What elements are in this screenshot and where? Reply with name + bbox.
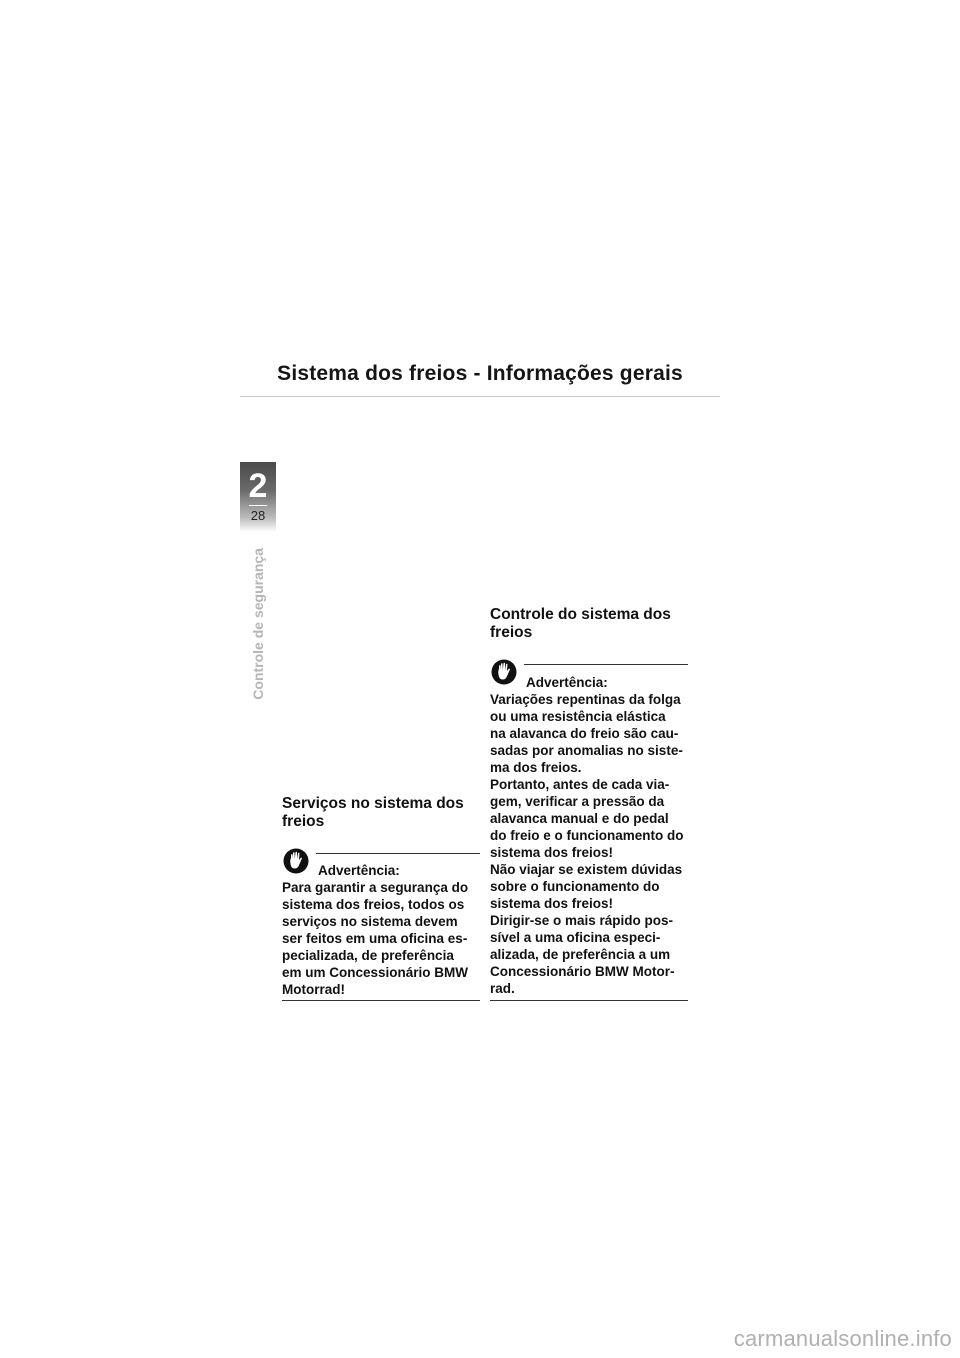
text-line: sistema dos freios, todos os (282, 897, 465, 912)
text-line: na alavanca do freio são cau- (490, 726, 679, 741)
heading-line: Serviços no sistema dos (282, 795, 464, 812)
text-line: Variações repentinas da folga (490, 692, 681, 707)
text-line: gem, verificar a pressão da (490, 794, 665, 809)
hand-stop-icon (283, 848, 309, 874)
warning-label: Advertência: (318, 863, 400, 878)
text-line: Concessionário BMW Motor- (490, 964, 675, 979)
page-title: Sistema dos freios - Informações gerais (277, 362, 683, 385)
text-line: sistema dos freios! (490, 896, 614, 911)
text-line: sobre o funcionamento do (490, 879, 660, 894)
page-number: 28 (250, 508, 266, 523)
warning-rule (524, 664, 688, 665)
section-heading-services (282, 795, 482, 831)
text-line: ma dos freios. (490, 760, 582, 775)
text-line: alizada, de preferência a um (490, 947, 671, 962)
text-line: Motorrad! (282, 982, 345, 997)
warning-text-control (490, 691, 690, 997)
text-line: pecializada, de preferência (282, 948, 454, 963)
footer-watermark[interactable]: carmanualsonline.info (733, 1326, 952, 1351)
text-line: em um Concessionário BMW (282, 965, 469, 980)
section-end-rule (282, 1000, 480, 1001)
text-line: Portanto, antes de cada via- (490, 777, 670, 792)
text-line: sistema dos freios! (490, 845, 614, 860)
warning-rule (316, 853, 480, 854)
heading-line: freios (490, 624, 533, 641)
chapter-number: 2 (248, 467, 268, 505)
warning-text-services (282, 879, 482, 998)
hand-stop-icon (491, 659, 517, 685)
section-end-rule (490, 1000, 688, 1001)
text-line: do freio e o funcionamento do (490, 828, 684, 843)
text-line: Para garantir a segurança do (282, 880, 469, 895)
text-line: sadas por anomalias no siste- (490, 743, 683, 758)
text-line: serviços no sistema devem (282, 914, 458, 929)
text-line: ou uma resistência elástica (490, 709, 666, 724)
text-line: Não viajar se existem dúvidas (490, 862, 683, 877)
text-line: ser feitos em uma oficina es- (282, 931, 468, 946)
side-chapter-label: Controle de segurança (250, 548, 266, 700)
heading-line: Controle do sistema dos (490, 606, 671, 623)
text-line: rad. (490, 981, 515, 996)
section-heading-control (490, 606, 690, 642)
text-line: sível a uma oficina especi- (490, 930, 661, 945)
text-line: alavanca manual e do pedal (490, 811, 669, 826)
text-line: Dirigir-se o mais rápido pos- (490, 913, 674, 928)
warning-label: Advertência: (526, 675, 608, 690)
title-divider (240, 396, 720, 397)
heading-line: freios (282, 813, 325, 830)
chapter-divider (249, 505, 267, 506)
